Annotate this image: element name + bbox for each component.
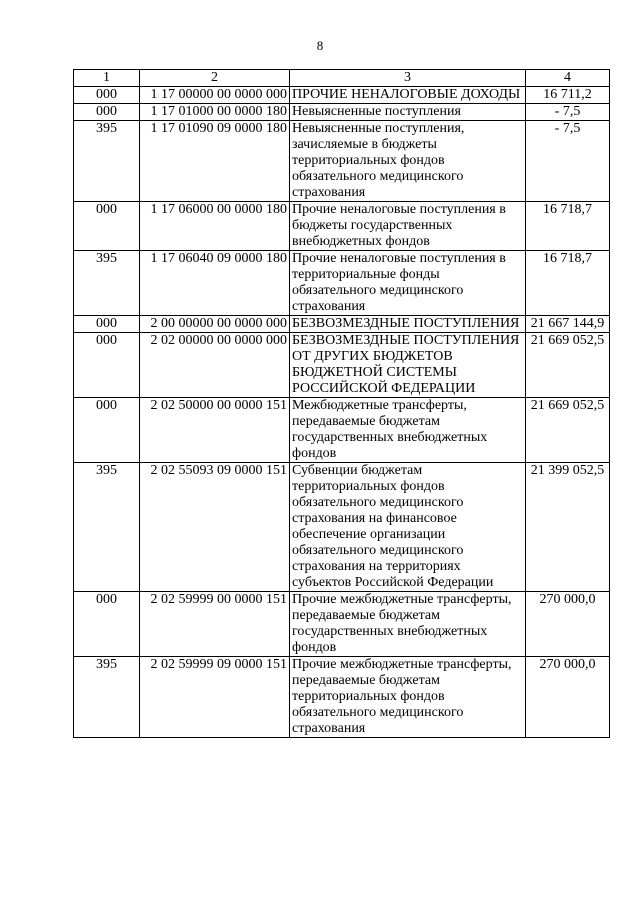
- table-row: [74, 592, 610, 657]
- admin-code-cell: 000: [74, 104, 140, 121]
- revenue-name-cell: Прочие неналоговые поступления в бюджеты государственных внебюджетных фондов: [290, 202, 526, 251]
- admin-code-cell: 000: [74, 202, 140, 251]
- column-header-3: 3: [290, 70, 526, 87]
- budget-revenue-table: [73, 69, 610, 738]
- amount-cell: 21 669 052,5: [526, 333, 610, 398]
- budget-code-cell: 1 17 01090 09 0000 180: [140, 121, 290, 202]
- revenue-name-cell: Прочие межбюджетные трансферты, передаваемые бюджетам территориальных фондов обязательного медицинского страхования: [290, 657, 526, 738]
- budget-code-cell: 2 00 00000 00 0000 000: [140, 316, 290, 333]
- admin-code-cell: 000: [74, 333, 140, 398]
- budget-code-cell: 1 17 00000 00 0000 000: [140, 87, 290, 104]
- revenue-name-cell: Невыясненные поступления: [290, 104, 526, 121]
- revenue-name-cell: Невыясненные поступления, зачисляемые в бюджеты территориальных фондов обязательного медицинского страхования: [290, 121, 526, 202]
- budget-code-cell: 2 02 59999 09 0000 151: [140, 657, 290, 738]
- budget-code-cell: 1 17 06040 09 0000 180: [140, 251, 290, 316]
- column-header-1: 1: [74, 70, 140, 87]
- revenue-name-cell: Межбюджетные трансферты, передаваемые бюджетам государственных внебюджетных фондов: [290, 398, 526, 463]
- budget-code-cell: 1 17 01000 00 0000 180: [140, 104, 290, 121]
- table-row: [74, 316, 610, 333]
- admin-code-cell: 395: [74, 463, 140, 592]
- admin-code-cell: 000: [74, 398, 140, 463]
- budget-code-cell: 2 02 59999 00 0000 151: [140, 592, 290, 657]
- amount-cell: 16 711,2: [526, 87, 610, 104]
- page-number: 8: [316, 38, 324, 53]
- admin-code-cell: 000: [74, 87, 140, 104]
- budget-code-cell: 2 02 00000 00 0000 000: [140, 333, 290, 398]
- revenue-name-cell: Субвенции бюджетам территориальных фондов обязательного медицинского страхования на финансовое обеспечение организации обязательного медицинского страхования на территориях субъектов Российской Федерации: [290, 463, 526, 592]
- column-header-4: 4: [526, 70, 610, 87]
- budget-code-cell: 2 02 55093 09 0000 151: [140, 463, 290, 592]
- admin-code-cell: 395: [74, 251, 140, 316]
- revenue-name-cell: БЕЗВОЗМЕЗДНЫЕ ПОСТУПЛЕНИЯ ОТ ДРУГИХ БЮДЖЕТОВ БЮДЖЕТНОЙ СИСТЕМЫ РОССИЙСКОЙ ФЕДЕРАЦИИ: [290, 333, 526, 398]
- table-row: [74, 104, 610, 121]
- table-row: [74, 398, 610, 463]
- amount-cell: 21 667 144,9: [526, 316, 610, 333]
- amount-cell: 270 000,0: [526, 592, 610, 657]
- amount-cell: 21 399 052,5: [526, 463, 610, 592]
- table-row: [74, 333, 610, 398]
- table-row: [74, 657, 610, 738]
- column-header-2: 2: [140, 70, 290, 87]
- amount-cell: 16 718,7: [526, 202, 610, 251]
- admin-code-cell: 000: [74, 316, 140, 333]
- table-row: [74, 251, 610, 316]
- table-row: [74, 121, 610, 202]
- table-header-row: [74, 70, 610, 87]
- amount-cell: 270 000,0: [526, 657, 610, 738]
- revenue-name-cell: Прочие межбюджетные трансферты, передаваемые бюджетам государственных внебюджетных фондов: [290, 592, 526, 657]
- admin-code-cell: 395: [74, 121, 140, 202]
- admin-code-cell: 000: [74, 592, 140, 657]
- amount-cell: 16 718,7: [526, 251, 610, 316]
- budget-code-cell: 1 17 06000 00 0000 180: [140, 202, 290, 251]
- revenue-name-cell: Прочие неналоговые поступления в территориальные фонды обязательного медицинского страхования: [290, 251, 526, 316]
- revenue-name-cell: БЕЗВОЗМЕЗДНЫЕ ПОСТУПЛЕНИЯ: [290, 316, 526, 333]
- table-row: [74, 87, 610, 104]
- table-row: [74, 202, 610, 251]
- table-row: [74, 463, 610, 592]
- amount-cell: - 7,5: [526, 104, 610, 121]
- revenue-name-cell: ПРОЧИЕ НЕНАЛОГОВЫЕ ДОХОДЫ: [290, 87, 526, 104]
- amount-cell: 21 669 052,5: [526, 398, 610, 463]
- budget-code-cell: 2 02 50000 00 0000 151: [140, 398, 290, 463]
- admin-code-cell: 395: [74, 657, 140, 738]
- amount-cell: - 7,5: [526, 121, 610, 202]
